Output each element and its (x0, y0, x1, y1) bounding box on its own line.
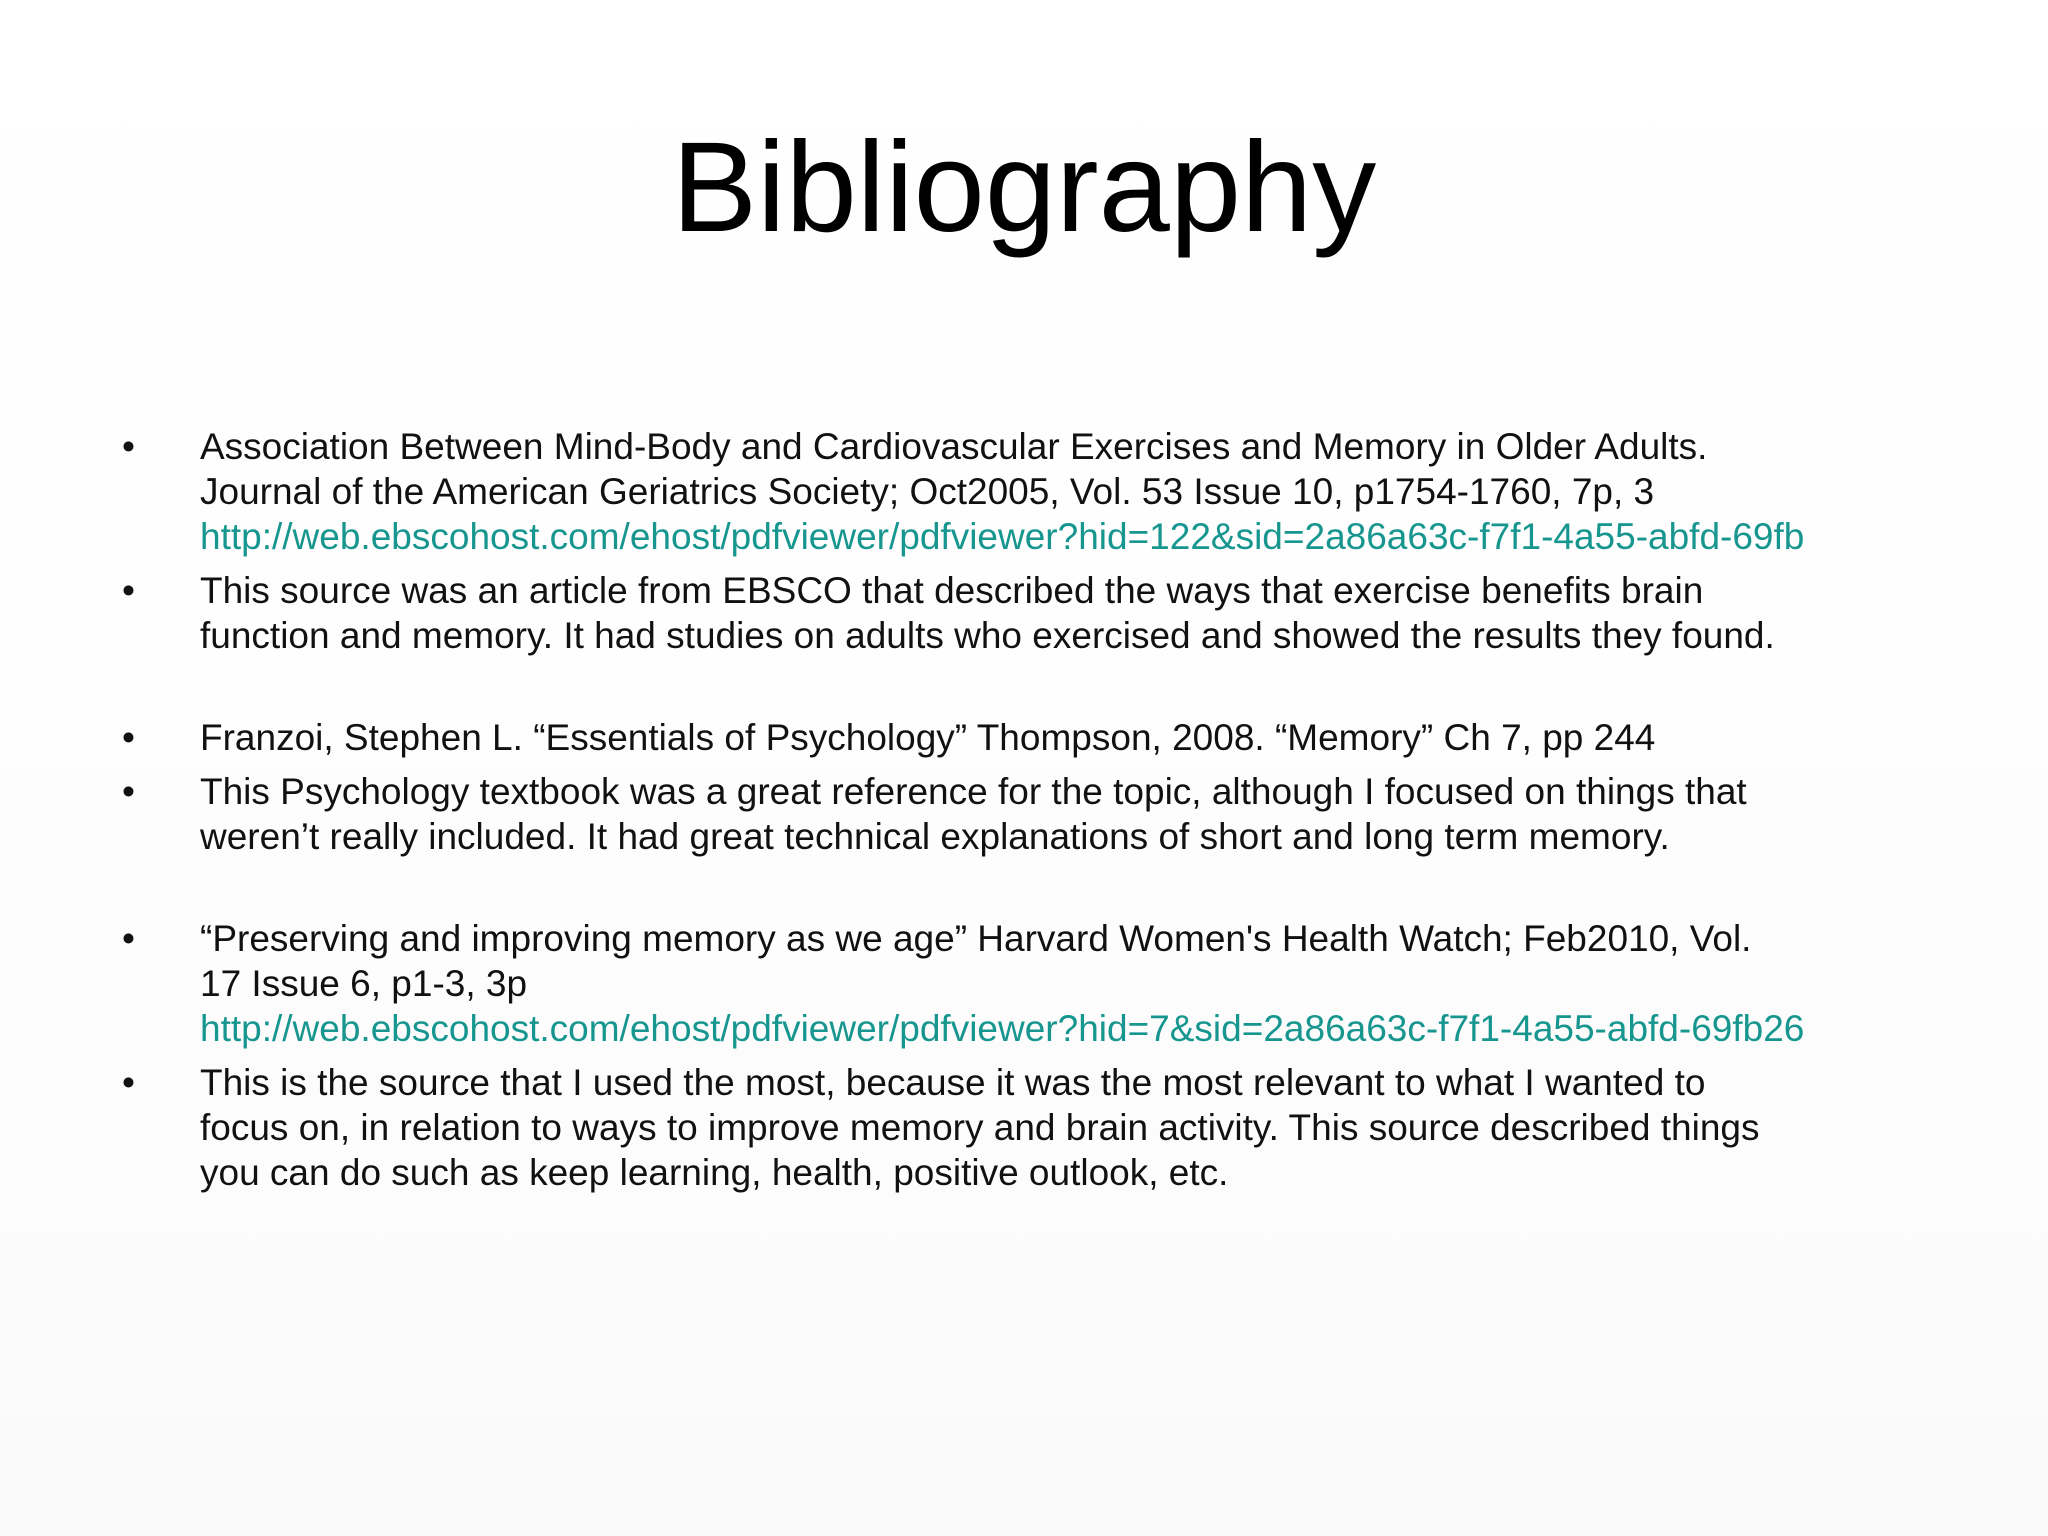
bullet-icon: • (122, 717, 135, 758)
bullet-icon: • (122, 771, 135, 812)
annotation-line: This source was an article from EBSCO that described the ways that exercise benefits brain (200, 570, 1704, 611)
citation-line: Franzoi, Stephen L. “Essentials of Psychology” Thompson, 2008. “Memory” Ch 7, pp 244 (200, 717, 1656, 758)
annotation-line: weren’t really included. It had great technical explanations of short and long term memory. (200, 816, 1670, 857)
list-item-citation-3 (0, 916, 2048, 1051)
list-item-annotation-1 (0, 568, 2048, 658)
citation-line: Journal of the American Geriatrics Society; Oct2005, Vol. 53 Issue 10, p1754-1760, 7p, 3 (200, 471, 1655, 512)
annotation-line: you can do such as keep learning, health, positive outlook, etc. (200, 1152, 1229, 1193)
list-item-annotation-3 (0, 1060, 2048, 1195)
page-title: Bibliography (671, 116, 1377, 259)
citation-line: Association Between Mind-Body and Cardiovascular Exercises and Memory in Older Adults. (200, 426, 1708, 467)
citation-line: 17 Issue 6, p1-3, 3p (200, 963, 528, 1004)
bibliography-list (0, 424, 2048, 1195)
citation-line: “Preserving and improving memory as we age” Harvard Women's Health Watch; Feb2010, Vol. (200, 918, 1752, 959)
annotation-line: function and memory. It had studies on adults who exercised and showed the results they found. (200, 615, 1775, 656)
list-item-annotation-2 (0, 769, 2048, 859)
bullet-icon: • (122, 918, 135, 959)
list-item-citation-1 (0, 424, 2048, 559)
annotation-line: This Psychology textbook was a great reference for the topic, although I focused on things that (200, 771, 1747, 812)
bullet-icon: • (122, 570, 135, 611)
list-item-citation-2 (0, 715, 2048, 760)
source-link[interactable]: http://web.ebscohost.com/ehost/pdfviewer/pdfviewer?hid=7&sid=2a86a63c-f7f1-4a55-abfd-69fb26 (200, 1008, 1805, 1049)
source-link[interactable]: http://web.ebscohost.com/ehost/pdfviewer/pdfviewer?hid=122&sid=2a86a63c-f7f1-4a55-abfd-69fb (200, 516, 1805, 557)
bullet-icon: • (122, 426, 135, 467)
annotation-line: This is the source that I used the most, because it was the most relevant to what I wanted to (200, 1062, 1706, 1103)
bullet-icon: • (122, 1062, 135, 1103)
annotation-line: focus on, in relation to ways to improve memory and brain activity. This source described things (200, 1107, 1760, 1148)
